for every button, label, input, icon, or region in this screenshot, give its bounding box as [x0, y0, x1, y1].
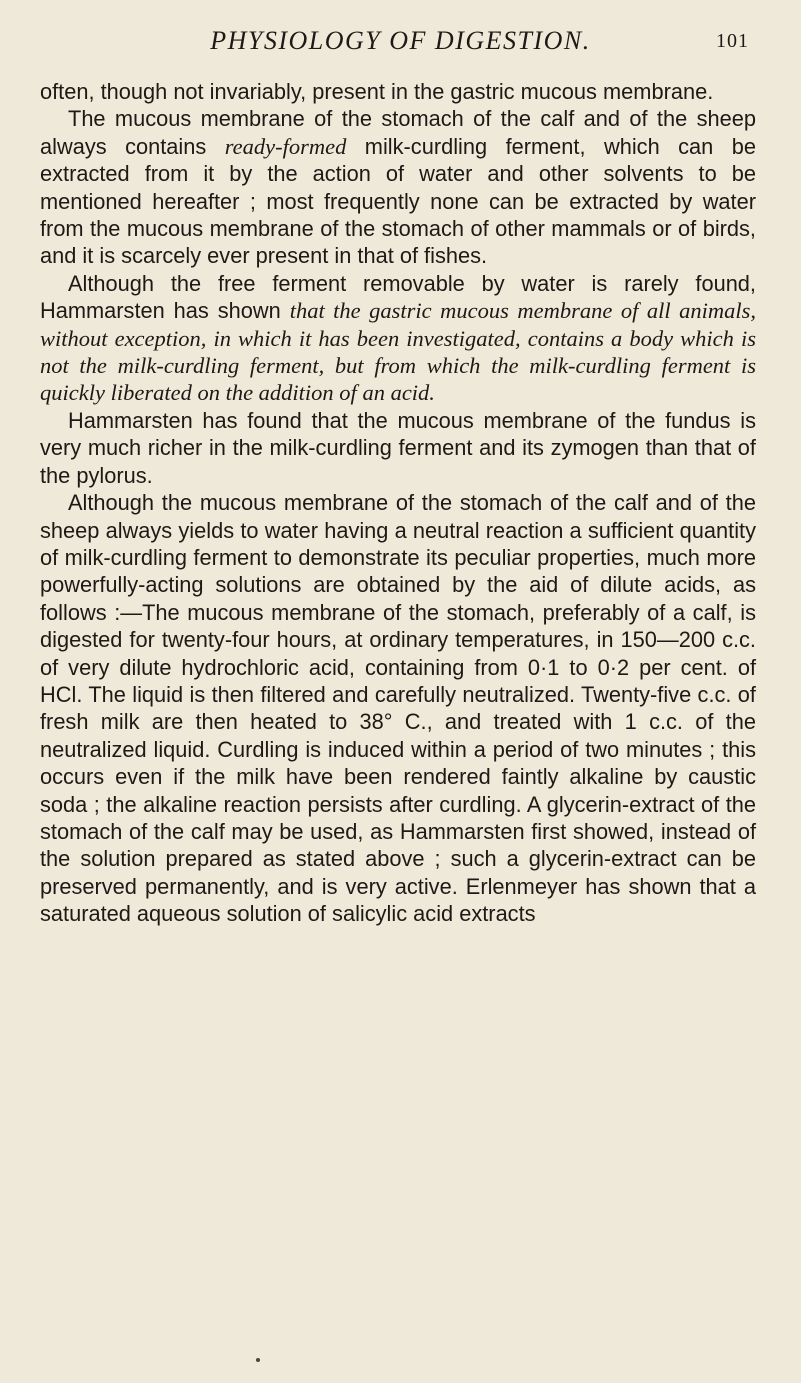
paragraph	[40, 489, 756, 928]
text-run: often, though not invariably, present in the gastric mucous membrane.	[40, 79, 714, 104]
text-run: Although the mucous membrane of the stomach of the calf and of the sheep always yields to water having a neutral reaction a sufficient quantity of milk-curdling ferment to demonstrate its peculiar properties, much more powerfully-acting solutions are obtained by the aid of dilute acids, as follows :—The mucous membrane of the stomach, preferably of a calf, is digested for twenty-four hours, at ordinary temperatures, in 150—200 c.c. of very dilute hydrochloric acid, containing from 0·1 to 0·2 per cent. of HCl. The liquid is then filtered and carefully neutralized. Twenty-five c.c. of fresh milk are then heated to 38° C., and treated with 1 c.c. of the neutralized liquid. Curdling is induced within a period of two minutes ; this occurs even if the milk have been rendered faintly alkaline by caustic soda ; the alkaline reaction persists after curdling. A glycerin-extract of the stomach of the calf may be used, as Hammarsten first showed, instead of the solution prepared as stated above ; such a glycerin-extract can be preserved permanently, and is very active. Erlenmeyer has shown that a saturated aqueous solution of salicylic acid extracts	[40, 490, 756, 927]
text-run: Although the free ferment removable by water is rarely found, Hammarsten has shown	[40, 270, 756, 324]
text-run: milk-curdling ferment, which can be extracted from it by the action of water and other solvents to be mentioned hereafter ; most frequently none can be extracted by water from the mucous membrane of the stomach of other mammals or of birds, and it is scarcely ever present in that of fishes.	[40, 133, 756, 269]
text-run: The mucous membrane of the stomach of the calf and of the sheep always contains	[40, 106, 756, 159]
running-head	[0, 26, 801, 66]
paragraph	[40, 105, 756, 269]
paragraph	[40, 270, 756, 407]
italic-text-run: ready-formed	[224, 133, 347, 159]
body-text	[40, 78, 756, 928]
running-title: PHYSIOLOGY OF DIGESTION.	[210, 26, 591, 55]
page-number: 101	[716, 30, 749, 52]
italic-text-run: that the gastric mucous membrane of all animals, without exception, in which it has been investigated, contains a body which is not the milk-curdling ferment, but from which the milk-curdling ferment is quickly liberated on the addition of an acid.	[40, 298, 756, 406]
paragraph	[40, 78, 756, 105]
print-speck	[256, 1358, 260, 1362]
paragraph	[40, 407, 756, 489]
text-run: Hammarsten has found that the mucous membrane of the fundus is very much richer in the milk-curdling ferment and its zymogen than that of the pylorus.	[40, 407, 756, 488]
